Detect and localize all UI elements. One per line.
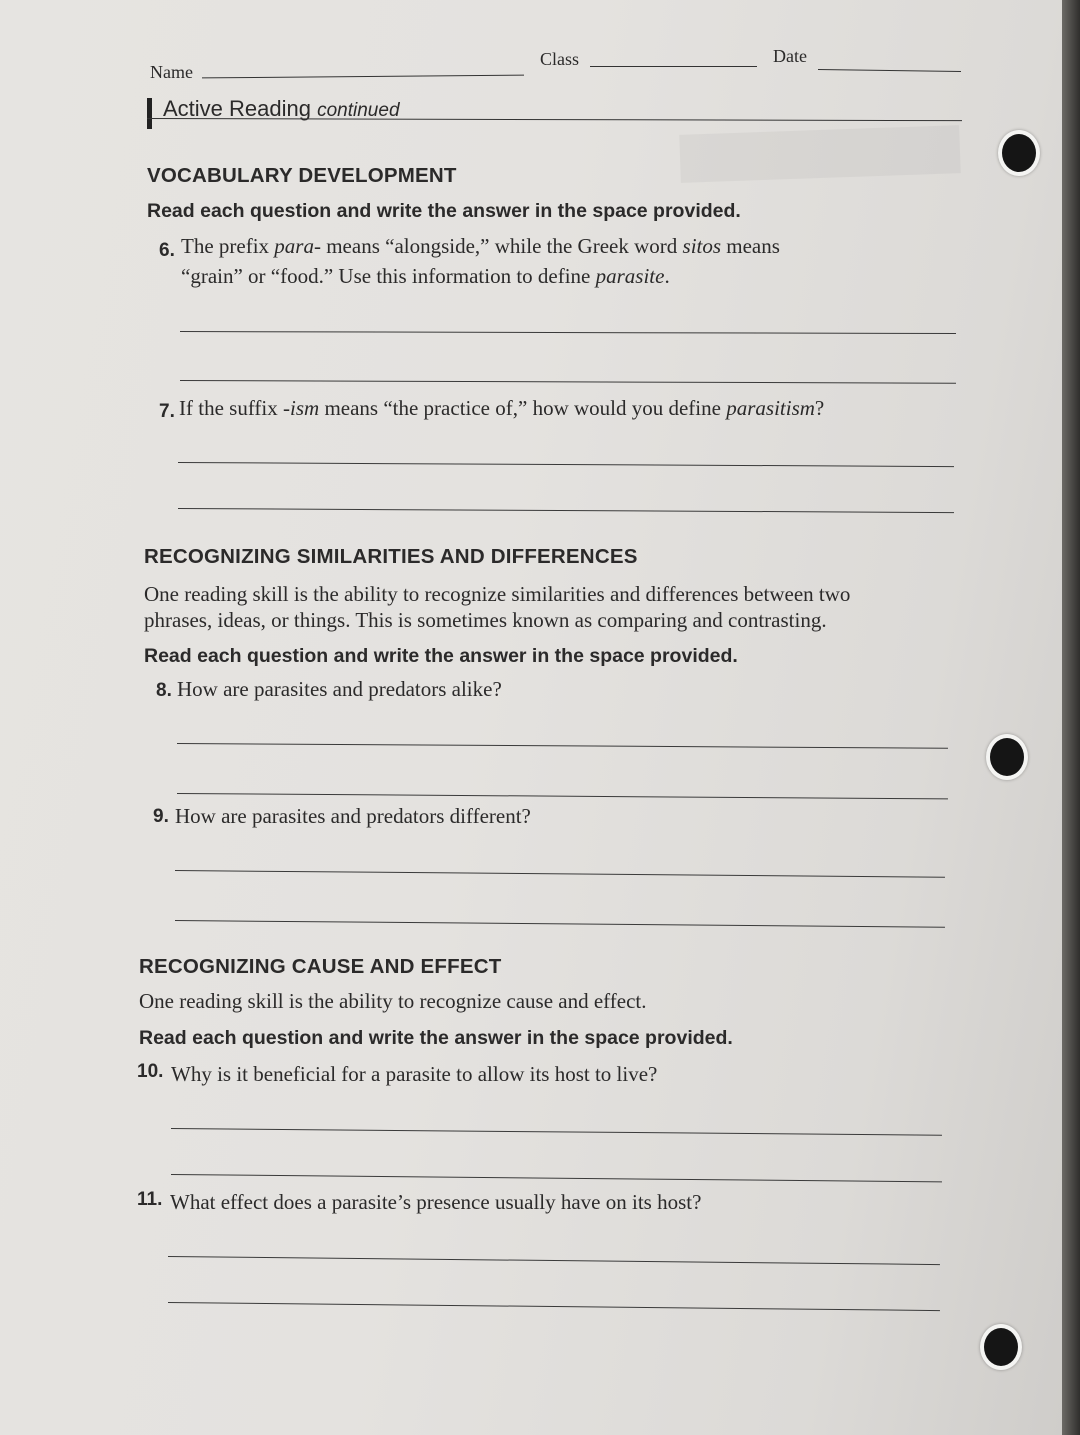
- date-label: Date: [773, 46, 807, 66]
- question-9-text: How are parasites and predators different?: [175, 804, 531, 828]
- question-11-answer-line-2[interactable]: [168, 1302, 940, 1311]
- class-field[interactable]: [590, 66, 757, 67]
- similarities-intro-line2: phrases, ideas, or things. This is sometimes known as comparing and contrasting.: [144, 608, 827, 632]
- question-8-number: 8.: [156, 680, 172, 701]
- similarities-instruction: Read each question and write the answer in the space provided.: [144, 645, 738, 667]
- cause-effect-heading: RECOGNIZING CAUSE AND EFFECT: [139, 955, 502, 978]
- question-8-text: How are parasites and predators alike?: [177, 677, 502, 701]
- similarities-heading: RECOGNIZING SIMILARITIES AND DIFFERENCES: [144, 545, 638, 568]
- active-reading-label: Active Reading continued: [163, 96, 400, 121]
- question-8-answer-line-1[interactable]: [177, 743, 948, 749]
- question-10-text: Why is it beneficial for a parasite to allow its host to live?: [171, 1062, 658, 1086]
- question-7-answer-line-2[interactable]: [178, 508, 954, 513]
- question-11-number: 11.: [137, 1189, 163, 1210]
- question-6-text-line1: The prefix para- means “alongside,” while the Greek word sitos means: [181, 234, 780, 258]
- section-marker-bar: [147, 98, 152, 129]
- question-8-answer-line-2[interactable]: [177, 793, 948, 799]
- class-label: Class: [540, 49, 580, 69]
- question-9-answer-line-2[interactable]: [175, 920, 945, 928]
- question-10-number: 10.: [137, 1061, 164, 1082]
- question-9-answer-line-1[interactable]: [175, 870, 945, 878]
- cause-effect-intro: One reading skill is the ability to recognize cause and effect.: [139, 989, 647, 1013]
- question-10-answer-line-1[interactable]: [171, 1128, 942, 1136]
- question-6-number: 6.: [159, 240, 175, 261]
- question-6-text-line2: “grain” or “food.” Use this information to define parasite.: [181, 264, 670, 288]
- binder-hole-middle: [986, 734, 1028, 780]
- question-9-number: 9.: [153, 806, 169, 827]
- vocabulary-heading: VOCABULARY DEVELOPMENT: [147, 164, 457, 187]
- vocabulary-instruction: Read each question and write the answer in the space provided.: [147, 200, 741, 222]
- question-7-text: If the suffix -ism means “the practice of,” how would you define parasitism?: [179, 396, 825, 420]
- binder-hole-top: [998, 130, 1040, 176]
- question-6-answer-line-1[interactable]: [180, 331, 956, 334]
- binder-hole-bottom: [980, 1324, 1022, 1370]
- bleed-through-shadow: [679, 125, 961, 183]
- question-11-text: What effect does a parasite’s presence usually have on its host?: [170, 1190, 702, 1214]
- page-edge-shadow: [1062, 0, 1080, 1435]
- question-10-answer-line-2[interactable]: [171, 1174, 942, 1182]
- date-field[interactable]: [818, 69, 961, 72]
- similarities-intro-line1: One reading skill is the ability to recognize similarities and differences between two: [144, 582, 851, 606]
- question-6-answer-line-2[interactable]: [180, 380, 956, 384]
- name-field[interactable]: [202, 75, 524, 79]
- question-7-answer-line-1[interactable]: [178, 462, 954, 467]
- cause-effect-instruction: Read each question and write the answer in the space provided.: [139, 1027, 733, 1049]
- question-7-number: 7.: [159, 401, 175, 422]
- name-label: Name: [150, 62, 193, 82]
- question-11-answer-line-1[interactable]: [168, 1256, 940, 1265]
